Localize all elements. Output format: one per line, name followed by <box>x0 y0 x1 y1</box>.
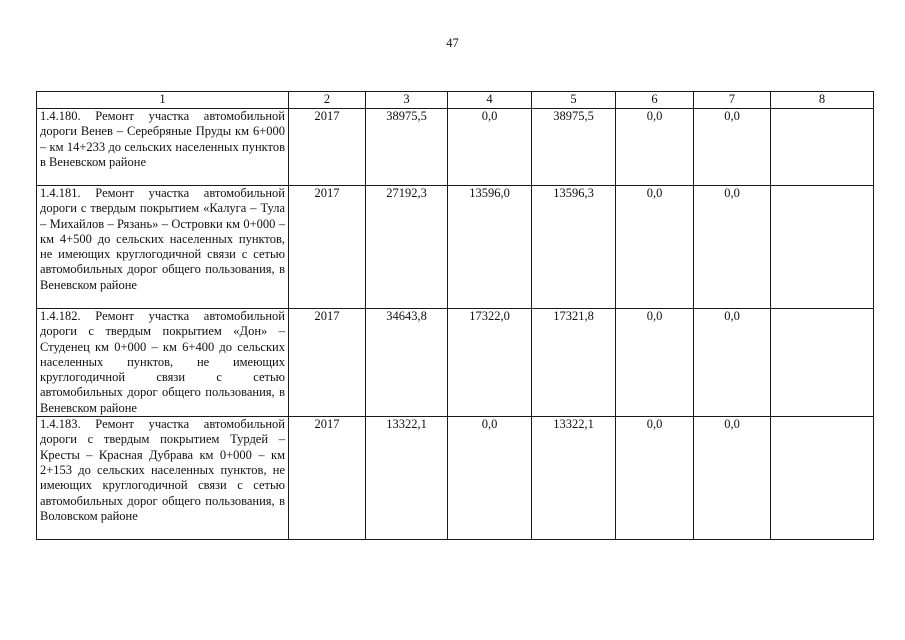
row-description: 1.4.183. Ремонт участка автомобильной дороги с твердым покрытием Турдей – Кресты – Красная Дубрава км 0+000 – км 2+153 до сельских населенных пунктов, не имеющих круглогодичной связи с сетью автомобильных дорог общего пользования, в Воловском районе <box>37 417 289 540</box>
row-year: 2017 <box>289 309 366 417</box>
row-col6: 0,0 <box>616 417 694 540</box>
row-year: 2017 <box>289 186 366 309</box>
row-col5: 17321,8 <box>532 309 616 417</box>
table-row <box>37 417 874 540</box>
row-col3: 34643,8 <box>366 309 448 417</box>
row-col6: 0,0 <box>616 186 694 309</box>
row-col5: 38975,5 <box>532 109 616 186</box>
row-description: 1.4.180. Ремонт участка автомобильной дороги Венев – Серебряные Пруды км 6+000 – км 14+233 до сельских населенных пунктов в Веневском районе <box>37 109 289 186</box>
header-cell-2: 2 <box>289 92 366 109</box>
row-col7: 0,0 <box>694 186 771 309</box>
row-col3: 27192,3 <box>366 186 448 309</box>
row-year: 2017 <box>289 109 366 186</box>
row-col3: 13322,1 <box>366 417 448 540</box>
table-row <box>37 186 874 309</box>
row-col7: 0,0 <box>694 417 771 540</box>
row-description: 1.4.181. Ремонт участка автомобильной дороги с твердым покрытием «Калуга – Тула – Михайлов – Рязань» – Островки км 0+000 – км 4+500 до сельских населенных пунктов, не имеющих круглогодичной связи с сетью автомобильных дорог общего пользования, в Веневском районе <box>37 186 289 309</box>
row-col4: 0,0 <box>448 109 532 186</box>
table-row <box>37 309 874 417</box>
row-col8 <box>771 109 874 186</box>
row-col8 <box>771 186 874 309</box>
budget-table <box>36 91 874 540</box>
row-col7: 0,0 <box>694 109 771 186</box>
header-cell-4: 4 <box>448 92 532 109</box>
header-cell-1: 1 <box>37 92 289 109</box>
header-row <box>37 92 874 109</box>
row-col8 <box>771 309 874 417</box>
row-col4: 0,0 <box>448 417 532 540</box>
table-header <box>37 92 874 109</box>
row-col6: 0,0 <box>616 309 694 417</box>
header-cell-6: 6 <box>616 92 694 109</box>
row-col5: 13322,1 <box>532 417 616 540</box>
row-col4: 13596,0 <box>448 186 532 309</box>
row-col5: 13596,3 <box>532 186 616 309</box>
row-col6: 0,0 <box>616 109 694 186</box>
header-cell-7: 7 <box>694 92 771 109</box>
page-number: 47 <box>446 36 459 50</box>
table-body <box>37 109 874 540</box>
row-col8 <box>771 417 874 540</box>
row-col4: 17322,0 <box>448 309 532 417</box>
table-row <box>37 109 874 186</box>
row-description: 1.4.182. Ремонт участка автомобильной дороги с твердым покрытием «Дон» – Студенец км 0+000 – км 6+400 до сельских населенных пунктов, не имеющих круглогодичной связи с сетью автомобильных дорог общего пользования, в Веневском районе <box>37 309 289 417</box>
row-year: 2017 <box>289 417 366 540</box>
row-col3: 38975,5 <box>366 109 448 186</box>
row-col7: 0,0 <box>694 309 771 417</box>
header-cell-5: 5 <box>532 92 616 109</box>
header-cell-8: 8 <box>771 92 874 109</box>
header-cell-3: 3 <box>366 92 448 109</box>
